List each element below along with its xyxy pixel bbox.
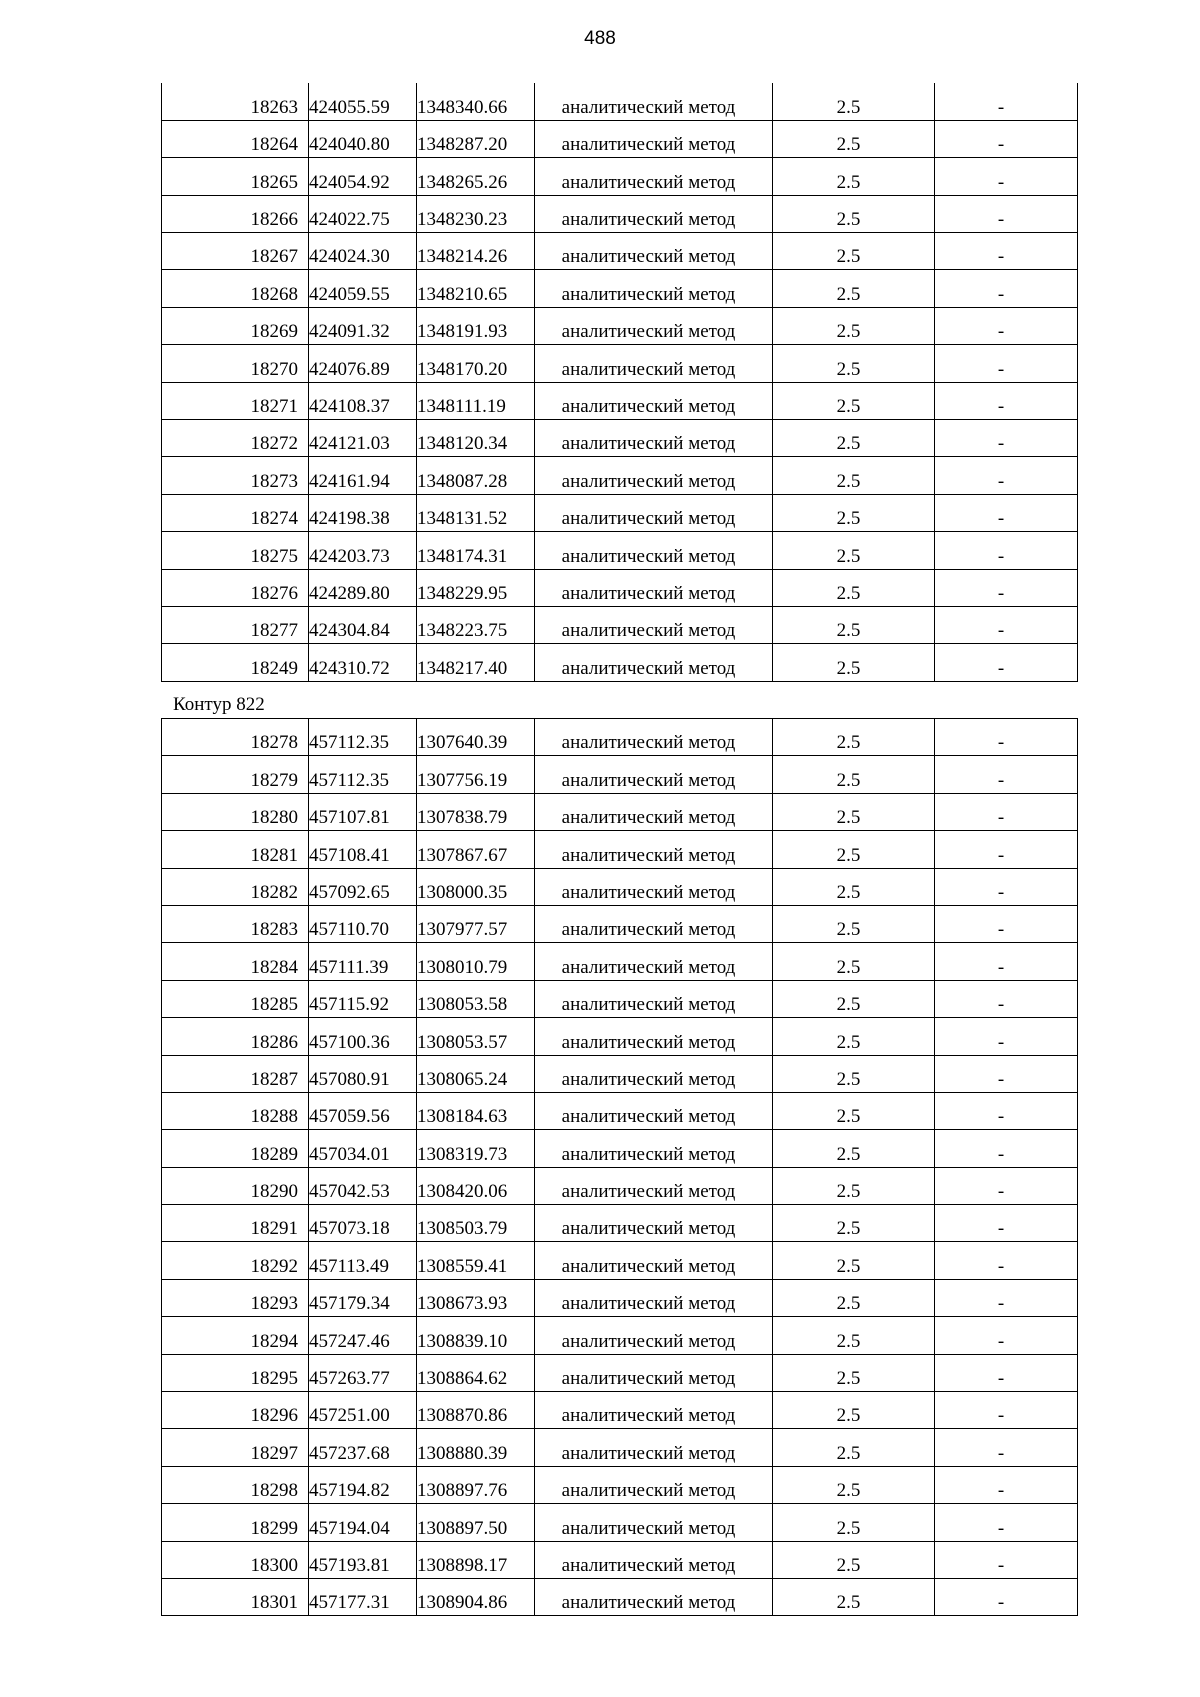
table-row: [162, 307, 1078, 344]
point-number-cell: 18286: [162, 1018, 309, 1055]
note-cell: -: [935, 719, 1078, 756]
point-number-cell: 18293: [162, 1279, 309, 1316]
method-cell: аналитический метод: [535, 1504, 773, 1541]
y-coordinate-cell: 1348230.23: [417, 195, 535, 232]
method-cell: аналитический метод: [535, 1392, 773, 1429]
note-cell: -: [935, 1317, 1078, 1354]
point-number-cell: 18282: [162, 868, 309, 905]
note-cell: -: [935, 1092, 1078, 1129]
table-row: [162, 83, 1078, 120]
y-coordinate-cell: 1348210.65: [417, 270, 535, 307]
accuracy-cell: 2.5: [773, 420, 935, 457]
accuracy-cell: 2.5: [773, 1279, 935, 1316]
y-coordinate-cell: 1348287.20: [417, 120, 535, 157]
accuracy-cell: 2.5: [773, 1392, 935, 1429]
accuracy-cell: 2.5: [773, 1317, 935, 1354]
note-cell: -: [935, 270, 1078, 307]
x-coordinate-cell: 457194.04: [309, 1504, 417, 1541]
x-coordinate-cell: 424203.73: [309, 532, 417, 569]
y-coordinate-cell: 1348340.66: [417, 83, 535, 120]
method-cell: аналитический метод: [535, 1205, 773, 1242]
point-number-cell: 18287: [162, 1055, 309, 1092]
accuracy-cell: 2.5: [773, 943, 935, 980]
accuracy-cell: 2.5: [773, 195, 935, 232]
x-coordinate-cell: 457193.81: [309, 1541, 417, 1578]
method-cell: аналитический метод: [535, 382, 773, 419]
point-number-cell: 18299: [162, 1504, 309, 1541]
accuracy-cell: 2.5: [773, 1055, 935, 1092]
point-number-cell: 18270: [162, 345, 309, 382]
accuracy-cell: 2.5: [773, 868, 935, 905]
accuracy-cell: 2.5: [773, 270, 935, 307]
accuracy-cell: 2.5: [773, 1205, 935, 1242]
note-cell: -: [935, 569, 1078, 606]
note-cell: -: [935, 1392, 1078, 1429]
accuracy-cell: 2.5: [773, 793, 935, 830]
table-row: [162, 1130, 1078, 1167]
note-cell: -: [935, 980, 1078, 1017]
table-row: [162, 1429, 1078, 1466]
note-cell: -: [935, 1504, 1078, 1541]
table-row: [162, 756, 1078, 793]
method-cell: аналитический метод: [535, 457, 773, 494]
method-cell: аналитический метод: [535, 905, 773, 942]
accuracy-cell: 2.5: [773, 1504, 935, 1541]
point-number-cell: 18288: [162, 1092, 309, 1129]
table-row: [162, 1466, 1078, 1503]
x-coordinate-cell: 424304.84: [309, 606, 417, 643]
x-coordinate-cell: 424076.89: [309, 345, 417, 382]
x-coordinate-cell: 457107.81: [309, 793, 417, 830]
note-cell: -: [935, 756, 1078, 793]
y-coordinate-cell: 1348120.34: [417, 420, 535, 457]
accuracy-cell: 2.5: [773, 1242, 935, 1279]
note-cell: -: [935, 1205, 1078, 1242]
x-coordinate-cell: 457112.35: [309, 756, 417, 793]
x-coordinate-cell: 424289.80: [309, 569, 417, 606]
x-coordinate-cell: 457100.36: [309, 1018, 417, 1055]
y-coordinate-cell: 1307838.79: [417, 793, 535, 830]
table-row: [162, 158, 1078, 195]
method-cell: аналитический метод: [535, 1092, 773, 1129]
note-cell: -: [935, 233, 1078, 270]
table-row: [162, 1205, 1078, 1242]
point-number-cell: 18267: [162, 233, 309, 270]
page-number: 488: [584, 28, 616, 49]
x-coordinate-cell: 457177.31: [309, 1578, 417, 1615]
x-coordinate-cell: 457251.00: [309, 1392, 417, 1429]
point-number-cell: 18298: [162, 1466, 309, 1503]
table-row: [162, 868, 1078, 905]
accuracy-cell: 2.5: [773, 756, 935, 793]
note-cell: -: [935, 831, 1078, 868]
y-coordinate-cell: 1308898.17: [417, 1541, 535, 1578]
method-cell: аналитический метод: [535, 83, 773, 120]
note-cell: -: [935, 868, 1078, 905]
point-number-cell: 18297: [162, 1429, 309, 1466]
note-cell: -: [935, 195, 1078, 232]
x-coordinate-cell: 457115.92: [309, 980, 417, 1017]
accuracy-cell: 2.5: [773, 1018, 935, 1055]
accuracy-cell: 2.5: [773, 345, 935, 382]
table-row: [162, 1055, 1078, 1092]
table-row: [162, 980, 1078, 1017]
y-coordinate-cell: 1308065.24: [417, 1055, 535, 1092]
accuracy-cell: 2.5: [773, 1092, 935, 1129]
note-cell: -: [935, 1429, 1078, 1466]
accuracy-cell: 2.5: [773, 233, 935, 270]
x-coordinate-cell: 457108.41: [309, 831, 417, 868]
note-cell: -: [935, 644, 1078, 681]
point-number-cell: 18249: [162, 644, 309, 681]
point-number-cell: 18269: [162, 307, 309, 344]
method-cell: аналитический метод: [535, 1354, 773, 1391]
x-coordinate-cell: 457113.49: [309, 1242, 417, 1279]
table-row: [162, 457, 1078, 494]
table-row: [162, 719, 1078, 756]
note-cell: -: [935, 158, 1078, 195]
x-coordinate-cell: 424091.32: [309, 307, 417, 344]
point-number-cell: 18295: [162, 1354, 309, 1391]
y-coordinate-cell: 1308870.86: [417, 1392, 535, 1429]
table-row: [162, 1018, 1078, 1055]
point-number-cell: 18292: [162, 1242, 309, 1279]
method-cell: аналитический метод: [535, 195, 773, 232]
y-coordinate-cell: 1308010.79: [417, 943, 535, 980]
point-number-cell: 18300: [162, 1541, 309, 1578]
point-number-cell: 18294: [162, 1317, 309, 1354]
table-row: [162, 1167, 1078, 1204]
method-cell: аналитический метод: [535, 1055, 773, 1092]
method-cell: аналитический метод: [535, 1429, 773, 1466]
note-cell: -: [935, 1018, 1078, 1055]
point-number-cell: 18264: [162, 120, 309, 157]
x-coordinate-cell: 457034.01: [309, 1130, 417, 1167]
note-cell: -: [935, 83, 1078, 120]
method-cell: аналитический метод: [535, 943, 773, 980]
point-number-cell: 18278: [162, 719, 309, 756]
x-coordinate-cell: 457042.53: [309, 1167, 417, 1204]
accuracy-cell: 2.5: [773, 831, 935, 868]
table-row: [162, 905, 1078, 942]
note-cell: -: [935, 606, 1078, 643]
table-row: [162, 1541, 1078, 1578]
x-coordinate-cell: 457080.91: [309, 1055, 417, 1092]
y-coordinate-cell: 1307640.39: [417, 719, 535, 756]
method-cell: аналитический метод: [535, 1317, 773, 1354]
y-coordinate-cell: 1308673.93: [417, 1279, 535, 1316]
x-coordinate-cell: 424161.94: [309, 457, 417, 494]
y-coordinate-cell: 1308000.35: [417, 868, 535, 905]
table-row: [162, 382, 1078, 419]
note-cell: -: [935, 120, 1078, 157]
method-cell: аналитический метод: [535, 233, 773, 270]
point-number-cell: 18284: [162, 943, 309, 980]
accuracy-cell: 2.5: [773, 83, 935, 120]
y-coordinate-cell: 1348229.95: [417, 569, 535, 606]
note-cell: -: [935, 943, 1078, 980]
point-number-cell: 18290: [162, 1167, 309, 1204]
y-coordinate-cell: 1307756.19: [417, 756, 535, 793]
method-cell: аналитический метод: [535, 569, 773, 606]
accuracy-cell: 2.5: [773, 120, 935, 157]
method-cell: аналитический метод: [535, 345, 773, 382]
point-number-cell: 18283: [162, 905, 309, 942]
note-cell: -: [935, 382, 1078, 419]
note-cell: -: [935, 494, 1078, 531]
x-coordinate-cell: 457092.65: [309, 868, 417, 905]
accuracy-cell: 2.5: [773, 719, 935, 756]
accuracy-cell: 2.5: [773, 905, 935, 942]
x-coordinate-cell: 424198.38: [309, 494, 417, 531]
note-cell: -: [935, 420, 1078, 457]
method-cell: аналитический метод: [535, 1541, 773, 1578]
table-row: [162, 270, 1078, 307]
x-coordinate-cell: 457237.68: [309, 1429, 417, 1466]
method-cell: аналитический метод: [535, 532, 773, 569]
note-cell: -: [935, 345, 1078, 382]
accuracy-cell: 2.5: [773, 1354, 935, 1391]
note-cell: -: [935, 905, 1078, 942]
accuracy-cell: 2.5: [773, 1429, 935, 1466]
accuracy-cell: 2.5: [773, 1130, 935, 1167]
point-number-cell: 18271: [162, 382, 309, 419]
y-coordinate-cell: 1308420.06: [417, 1167, 535, 1204]
note-cell: -: [935, 1578, 1078, 1615]
coordinates-table-1: [161, 83, 1078, 682]
table-row: [162, 1392, 1078, 1429]
y-coordinate-cell: 1348191.93: [417, 307, 535, 344]
y-coordinate-cell: 1348214.26: [417, 233, 535, 270]
point-number-cell: 18268: [162, 270, 309, 307]
y-coordinate-cell: 1348217.40: [417, 644, 535, 681]
table-row: [162, 420, 1078, 457]
accuracy-cell: 2.5: [773, 382, 935, 419]
coordinates-table-2: [161, 718, 1078, 1616]
x-coordinate-cell: 457179.34: [309, 1279, 417, 1316]
table-row: [162, 793, 1078, 830]
method-cell: аналитический метод: [535, 606, 773, 643]
method-cell: аналитический метод: [535, 1578, 773, 1615]
method-cell: аналитический метод: [535, 756, 773, 793]
point-number-cell: 18273: [162, 457, 309, 494]
note-cell: -: [935, 1466, 1078, 1503]
note-cell: -: [935, 793, 1078, 830]
x-coordinate-cell: 457110.70: [309, 905, 417, 942]
y-coordinate-cell: 1308503.79: [417, 1205, 535, 1242]
table-row: [162, 1317, 1078, 1354]
table-row: [162, 606, 1078, 643]
method-cell: аналитический метод: [535, 494, 773, 531]
note-cell: -: [935, 1541, 1078, 1578]
accuracy-cell: 2.5: [773, 1466, 935, 1503]
table-row: [162, 532, 1078, 569]
y-coordinate-cell: 1308904.86: [417, 1578, 535, 1615]
x-coordinate-cell: 424310.72: [309, 644, 417, 681]
method-cell: аналитический метод: [535, 1466, 773, 1503]
contour-label: Контур 822: [173, 694, 265, 715]
x-coordinate-cell: 424055.59: [309, 83, 417, 120]
x-coordinate-cell: 424108.37: [309, 382, 417, 419]
table-row: [162, 1354, 1078, 1391]
method-cell: аналитический метод: [535, 120, 773, 157]
method-cell: аналитический метод: [535, 1242, 773, 1279]
accuracy-cell: 2.5: [773, 606, 935, 643]
x-coordinate-cell: 457263.77: [309, 1354, 417, 1391]
table-row: [162, 831, 1078, 868]
y-coordinate-cell: 1308559.41: [417, 1242, 535, 1279]
note-cell: -: [935, 1279, 1078, 1316]
x-coordinate-cell: 424040.80: [309, 120, 417, 157]
y-coordinate-cell: 1308053.57: [417, 1018, 535, 1055]
accuracy-cell: 2.5: [773, 644, 935, 681]
table-row: [162, 644, 1078, 681]
y-coordinate-cell: 1348111.19: [417, 382, 535, 419]
x-coordinate-cell: 457111.39: [309, 943, 417, 980]
accuracy-cell: 2.5: [773, 307, 935, 344]
x-coordinate-cell: 424054.92: [309, 158, 417, 195]
point-number-cell: 18275: [162, 532, 309, 569]
accuracy-cell: 2.5: [773, 980, 935, 1017]
point-number-cell: 18265: [162, 158, 309, 195]
method-cell: аналитический метод: [535, 270, 773, 307]
x-coordinate-cell: 457059.56: [309, 1092, 417, 1129]
accuracy-cell: 2.5: [773, 532, 935, 569]
y-coordinate-cell: 1308839.10: [417, 1317, 535, 1354]
method-cell: аналитический метод: [535, 719, 773, 756]
x-coordinate-cell: 457073.18: [309, 1205, 417, 1242]
note-cell: -: [935, 1055, 1078, 1092]
note-cell: -: [935, 1130, 1078, 1167]
coordinates-table-1-body: [162, 83, 1078, 681]
x-coordinate-cell: 457247.46: [309, 1317, 417, 1354]
x-coordinate-cell: 424059.55: [309, 270, 417, 307]
y-coordinate-cell: 1308319.73: [417, 1130, 535, 1167]
point-number-cell: 18263: [162, 83, 309, 120]
method-cell: аналитический метод: [535, 158, 773, 195]
note-cell: -: [935, 457, 1078, 494]
table-row: [162, 1504, 1078, 1541]
table-row: [162, 1242, 1078, 1279]
note-cell: -: [935, 307, 1078, 344]
note-cell: -: [935, 532, 1078, 569]
point-number-cell: 18266: [162, 195, 309, 232]
x-coordinate-cell: 424022.75: [309, 195, 417, 232]
x-coordinate-cell: 457194.82: [309, 1466, 417, 1503]
table-row: [162, 1578, 1078, 1615]
y-coordinate-cell: 1308880.39: [417, 1429, 535, 1466]
note-cell: -: [935, 1242, 1078, 1279]
table-row: [162, 943, 1078, 980]
method-cell: аналитический метод: [535, 980, 773, 1017]
accuracy-cell: 2.5: [773, 158, 935, 195]
y-coordinate-cell: 1348174.31: [417, 532, 535, 569]
accuracy-cell: 2.5: [773, 1541, 935, 1578]
x-coordinate-cell: 457112.35: [309, 719, 417, 756]
x-coordinate-cell: 424024.30: [309, 233, 417, 270]
point-number-cell: 18281: [162, 831, 309, 868]
table-row: [162, 233, 1078, 270]
table-row: [162, 1279, 1078, 1316]
method-cell: аналитический метод: [535, 868, 773, 905]
point-number-cell: 18272: [162, 420, 309, 457]
table-row: [162, 1092, 1078, 1129]
method-cell: аналитический метод: [535, 1279, 773, 1316]
x-coordinate-cell: 424121.03: [309, 420, 417, 457]
point-number-cell: 18274: [162, 494, 309, 531]
point-number-cell: 18285: [162, 980, 309, 1017]
point-number-cell: 18301: [162, 1578, 309, 1615]
accuracy-cell: 2.5: [773, 1167, 935, 1204]
method-cell: аналитический метод: [535, 831, 773, 868]
y-coordinate-cell: 1308897.76: [417, 1466, 535, 1503]
accuracy-cell: 2.5: [773, 569, 935, 606]
point-number-cell: 18279: [162, 756, 309, 793]
y-coordinate-cell: 1308897.50: [417, 1504, 535, 1541]
y-coordinate-cell: 1308053.58: [417, 980, 535, 1017]
y-coordinate-cell: 1308184.63: [417, 1092, 535, 1129]
y-coordinate-cell: 1307867.67: [417, 831, 535, 868]
point-number-cell: 18296: [162, 1392, 309, 1429]
accuracy-cell: 2.5: [773, 457, 935, 494]
note-cell: -: [935, 1354, 1078, 1391]
method-cell: аналитический метод: [535, 1130, 773, 1167]
point-number-cell: 18289: [162, 1130, 309, 1167]
method-cell: аналитический метод: [535, 644, 773, 681]
coordinates-table-2-body: [162, 719, 1078, 1616]
method-cell: аналитический метод: [535, 793, 773, 830]
y-coordinate-cell: 1348087.28: [417, 457, 535, 494]
table-row: [162, 569, 1078, 606]
y-coordinate-cell: 1348170.20: [417, 345, 535, 382]
table-row: [162, 494, 1078, 531]
table-row: [162, 195, 1078, 232]
point-number-cell: 18280: [162, 793, 309, 830]
accuracy-cell: 2.5: [773, 1578, 935, 1615]
y-coordinate-cell: 1348131.52: [417, 494, 535, 531]
method-cell: аналитический метод: [535, 420, 773, 457]
y-coordinate-cell: 1348223.75: [417, 606, 535, 643]
note-cell: -: [935, 1167, 1078, 1204]
table-row: [162, 345, 1078, 382]
method-cell: аналитический метод: [535, 1167, 773, 1204]
y-coordinate-cell: 1308864.62: [417, 1354, 535, 1391]
method-cell: аналитический метод: [535, 307, 773, 344]
table-row: [162, 120, 1078, 157]
point-number-cell: 18291: [162, 1205, 309, 1242]
point-number-cell: 18276: [162, 569, 309, 606]
accuracy-cell: 2.5: [773, 494, 935, 531]
method-cell: аналитический метод: [535, 1018, 773, 1055]
y-coordinate-cell: 1307977.57: [417, 905, 535, 942]
point-number-cell: 18277: [162, 606, 309, 643]
y-coordinate-cell: 1348265.26: [417, 158, 535, 195]
